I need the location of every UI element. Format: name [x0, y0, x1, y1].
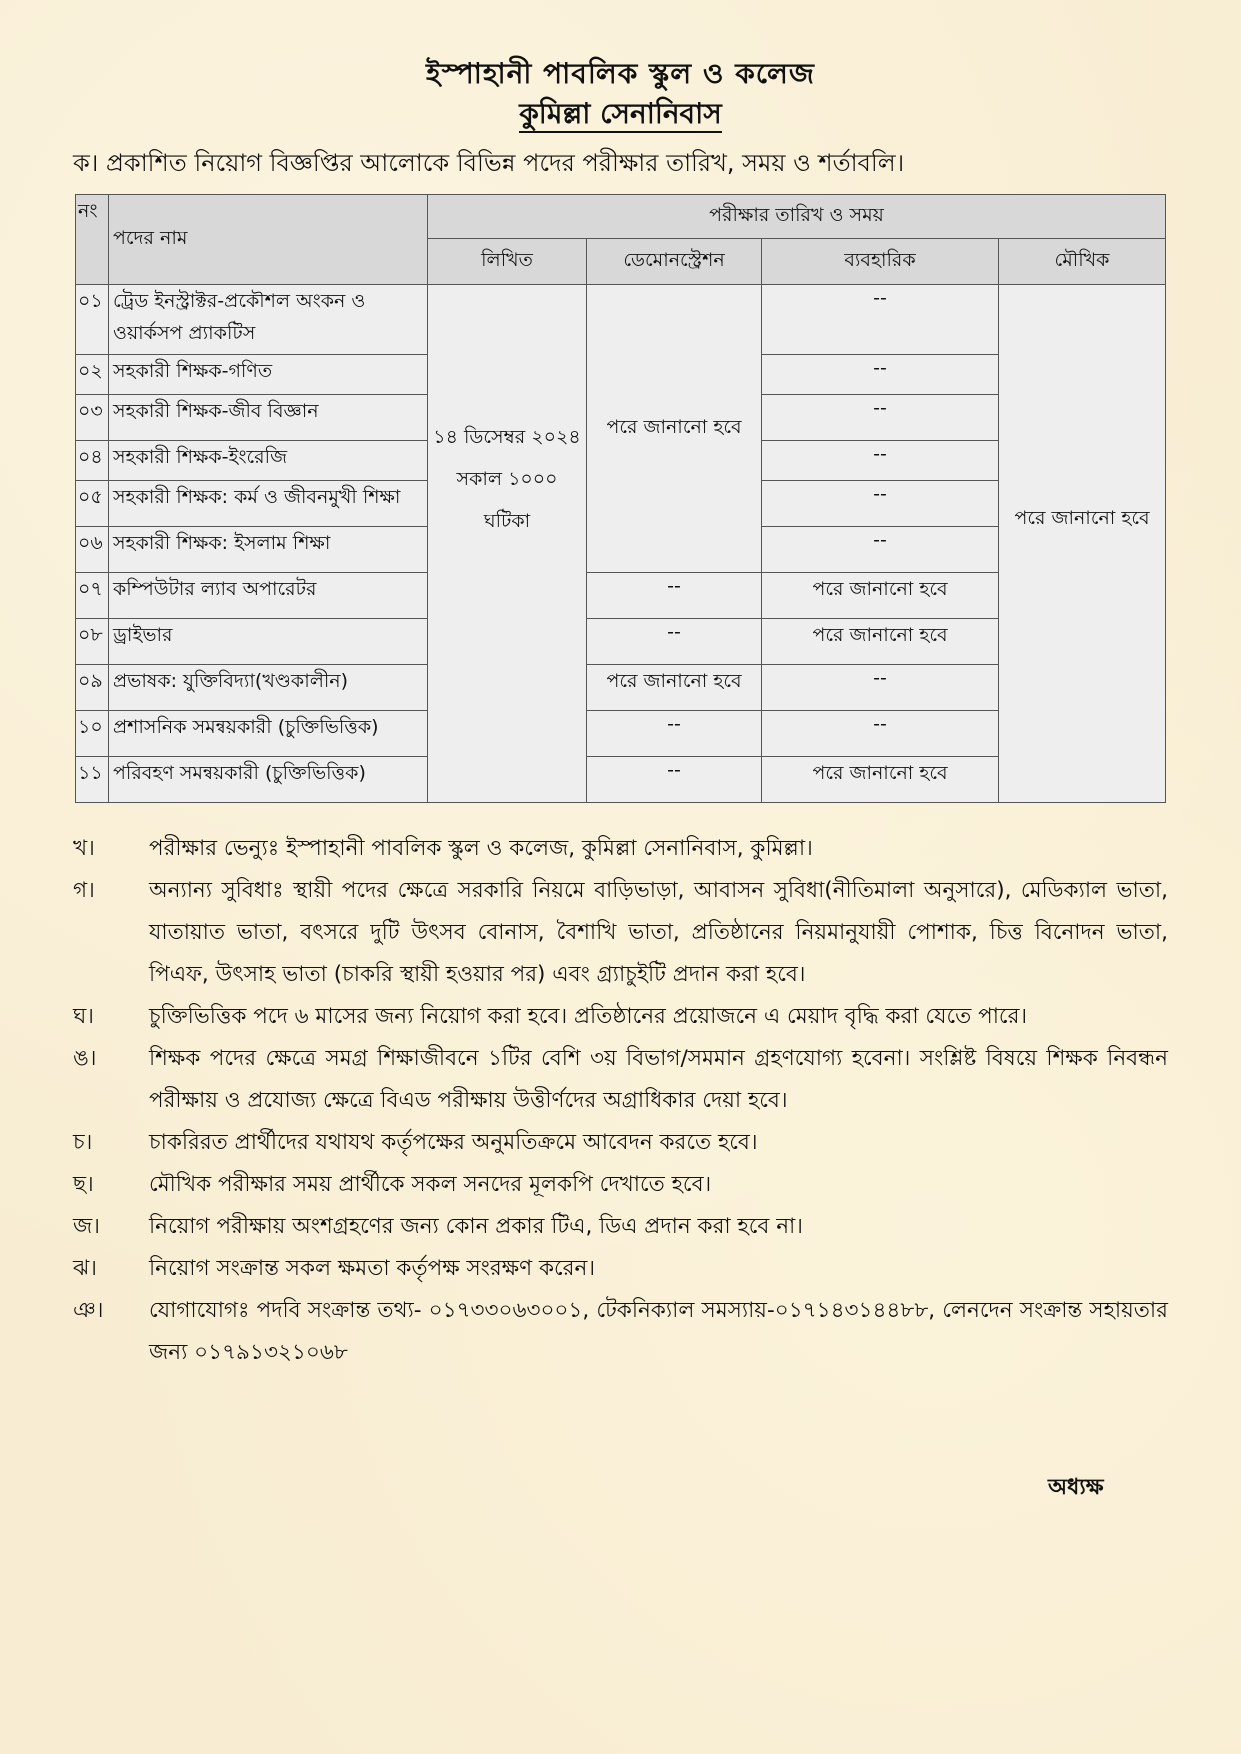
condition-item [73, 1122, 1168, 1164]
row-practical: -- [762, 481, 999, 527]
col-header-demo: ডেমোনস্ট্রেশন [587, 239, 762, 285]
location-subtitle [0, 92, 1241, 139]
row-practical: -- [762, 711, 999, 757]
condition-text: অন্যান্য সুবিধাঃ স্থায়ী পদের ক্ষেত্রে সরকারি নিয়মে বাড়িভাড়া, আবাসন সুবিধা(নীতিমালা অনুসারে), মেডিক্যাল ভাতা, যাতায়াত ভাতা, বৎসরে দুটি উৎসব বোনাস, বৈশাখি ভাতা, প্রতিষ্ঠানের নিয়মানুযায়ী পোশাক, চিত্ত বিনোদন ভাতা, পিএফ, উৎসাহ ভাতা (চাকরি স্থায়ী হওয়ার পর) এবং গ্র্যাচুইটি প্রদান করা হবে। [149, 878, 1168, 987]
row-practical: -- [762, 355, 999, 395]
written-unit: ঘটিকা [483, 509, 531, 532]
row-practical: -- [762, 285, 999, 355]
row-post: প্রশাসনিক সমন্বয়কারী (চুক্তিভিত্তিক) [109, 711, 428, 757]
condition-label: খ। [73, 836, 95, 861]
condition-item [73, 1248, 1168, 1290]
row-post: প্রভাষক: যুক্তিবিদ্যা(খণ্ডকালীন) [109, 665, 428, 711]
col-header-practical: ব্যবহারিক [762, 239, 999, 285]
condition-text: নিয়োগ পরীক্ষায় অংশগ্রহণের জন্য কোন প্রকার টিএ, ডিএ প্রদান করা হবে না। [149, 1214, 803, 1239]
row-practical: -- [762, 441, 999, 481]
written-exam-cell [428, 285, 587, 803]
col-header-exam-group: পরীক্ষার তারিখ ও সময় [428, 195, 1166, 239]
condition-item [73, 996, 1168, 1038]
condition-label: গ। [73, 878, 95, 903]
condition-label: ঝ। [73, 1256, 97, 1281]
row-post-line: ওয়ার্কসপ প্র্যাকটিস [113, 322, 256, 344]
row-post: ড্রাইভার [109, 619, 428, 665]
row-practical: -- [762, 395, 999, 441]
condition-label: ঘ। [73, 1004, 94, 1029]
row-practical: পরে জানানো হবে [762, 573, 999, 619]
conditions-list [73, 828, 1168, 1374]
section-heading: ক। প্রকাশিত নিয়োগ বিজ্ঞপ্তির আলোকে বিভিন্ন পদের পরীক্ষার তারিখ, সময় ও শর্তাবলি। [73, 149, 905, 177]
row-no: ১০ [76, 711, 109, 757]
condition-item [73, 870, 1168, 996]
principal-signature: অধ্যক্ষ [1048, 1475, 1104, 1500]
row-no: ০৪ [76, 441, 109, 481]
condition-text: মৌখিক পরীক্ষার সময় প্রার্থীকে সকল সনদের মূলকপি দেখাতে হবে। [149, 1172, 712, 1197]
condition-text: চাকরিরত প্রার্থীদের যথাযথ কর্তৃপক্ষের অনুমতিক্রমে আবেদন করতে হবে। [149, 1130, 758, 1155]
row-demo: -- [587, 757, 762, 803]
col-header-post: পদের নাম [109, 195, 428, 285]
row-no: ০১ [76, 285, 109, 355]
row-post: সহকারী শিক্ষক: কর্ম ও জীবনমুখী শিক্ষা [109, 481, 428, 527]
condition-text: চুক্তিভিত্তিক পদে ৬ মাসের জন্য নিয়োগ করা হবে। প্রতিষ্ঠানের প্রয়োজনে এ মেয়াদ বৃদ্ধি করা যেতে পারে। [149, 1004, 1028, 1029]
row-no: ০৮ [76, 619, 109, 665]
condition-item [73, 828, 1168, 870]
row-demo: -- [587, 573, 762, 619]
row-demo: -- [587, 711, 762, 757]
viva-merged-cell: পরে জানানো হবে [999, 285, 1166, 803]
row-practical: পরে জানানো হবে [762, 619, 999, 665]
row-no: ০২ [76, 355, 109, 395]
condition-text: শিক্ষক পদের ক্ষেত্রে সমগ্র শিক্ষাজীবনে ১টির বেশি ৩য় বিভাগ/সমমান গ্রহণযোগ্য হবেনা। সংশ্লিষ্ট বিষয়ে শিক্ষক নিবন্ধন পরীক্ষায় ও প্রযোজ্য ক্ষেত্রে বিএড পরীক্ষায় উত্তীর্ণদের অগ্রাধিকার দেয়া হবে। [149, 1046, 1168, 1113]
condition-text: পরীক্ষার ভেন্যুঃ ইস্পাহানী পাবলিক স্কুল ও কলেজ, কুমিল্লা সেনানিবাস, কুমিল্লা। [149, 836, 813, 861]
row-practical: পরে জানানো হবে [762, 757, 999, 803]
demo-merged-cell: পরে জানানো হবে [587, 285, 762, 573]
row-post-line: ট্রেড ইনস্ট্রাক্টর-প্রকৌশল অংকন ও [113, 290, 366, 312]
condition-label: চ। [73, 1130, 93, 1155]
condition-text: নিয়োগ সংক্রান্ত সকল ক্ষমতা কর্তৃপক্ষ সংরক্ষণ করেন। [149, 1256, 596, 1281]
condition-label: জ। [73, 1214, 100, 1239]
row-demo: পরে জানানো হবে [587, 665, 762, 711]
exam-schedule-table [75, 194, 1166, 803]
row-post: পরিবহণ সমন্বয়কারী (চুক্তিভিত্তিক) [109, 757, 428, 803]
row-no: ০৩ [76, 395, 109, 441]
location-text: কুমিল্লা সেনানিবাস [519, 97, 722, 133]
row-no: ০৯ [76, 665, 109, 711]
row-no: ০৭ [76, 573, 109, 619]
row-post: সহকারী শিক্ষক-ইংরেজি [109, 441, 428, 481]
row-no: ১১ [76, 757, 109, 803]
condition-text: যোগাযোগঃ পদবি সংক্রান্ত তথ্য- ০১৭৩৩০৬৩০০১, টেকনিক্যাল সমস্যায়-০১৭১৪৩১৪৪৮৮, লেনদেন সংক্রান্ত সহায়তার জন্য ০১৭৯১৩২১০৬৮ [149, 1298, 1168, 1365]
condition-item [73, 1290, 1168, 1374]
row-post: সহকারী শিক্ষক-গণিত [109, 355, 428, 395]
condition-label: ঙ। [73, 1046, 97, 1071]
row-post [109, 285, 428, 355]
row-no: ০৬ [76, 527, 109, 573]
row-demo: -- [587, 619, 762, 665]
row-practical: -- [762, 527, 999, 573]
written-date: ১৪ ডিসেম্বর ২০২৪ [433, 425, 581, 448]
written-time: সকাল ১০০০ [456, 467, 558, 490]
col-header-viva: মৌখিক [999, 239, 1166, 285]
table-row [76, 285, 1166, 355]
condition-label: ঞ। [73, 1298, 104, 1323]
col-header-written: লিখিত [428, 239, 587, 285]
institution-title: ইস্পাহানী পাবলিক স্কুল ও কলেজ [426, 57, 815, 90]
row-no: ০৫ [76, 481, 109, 527]
row-post: সহকারী শিক্ষক-জীব বিজ্ঞান [109, 395, 428, 441]
condition-item [73, 1038, 1168, 1122]
col-header-no: নং [76, 195, 109, 285]
row-practical: -- [762, 665, 999, 711]
row-post: কম্পিউটার ল্যাব অপারেটর [109, 573, 428, 619]
row-post: সহকারী শিক্ষক: ইসলাম শিক্ষা [109, 527, 428, 573]
condition-item [73, 1164, 1168, 1206]
condition-label: ছ। [73, 1172, 94, 1197]
condition-item [73, 1206, 1168, 1248]
